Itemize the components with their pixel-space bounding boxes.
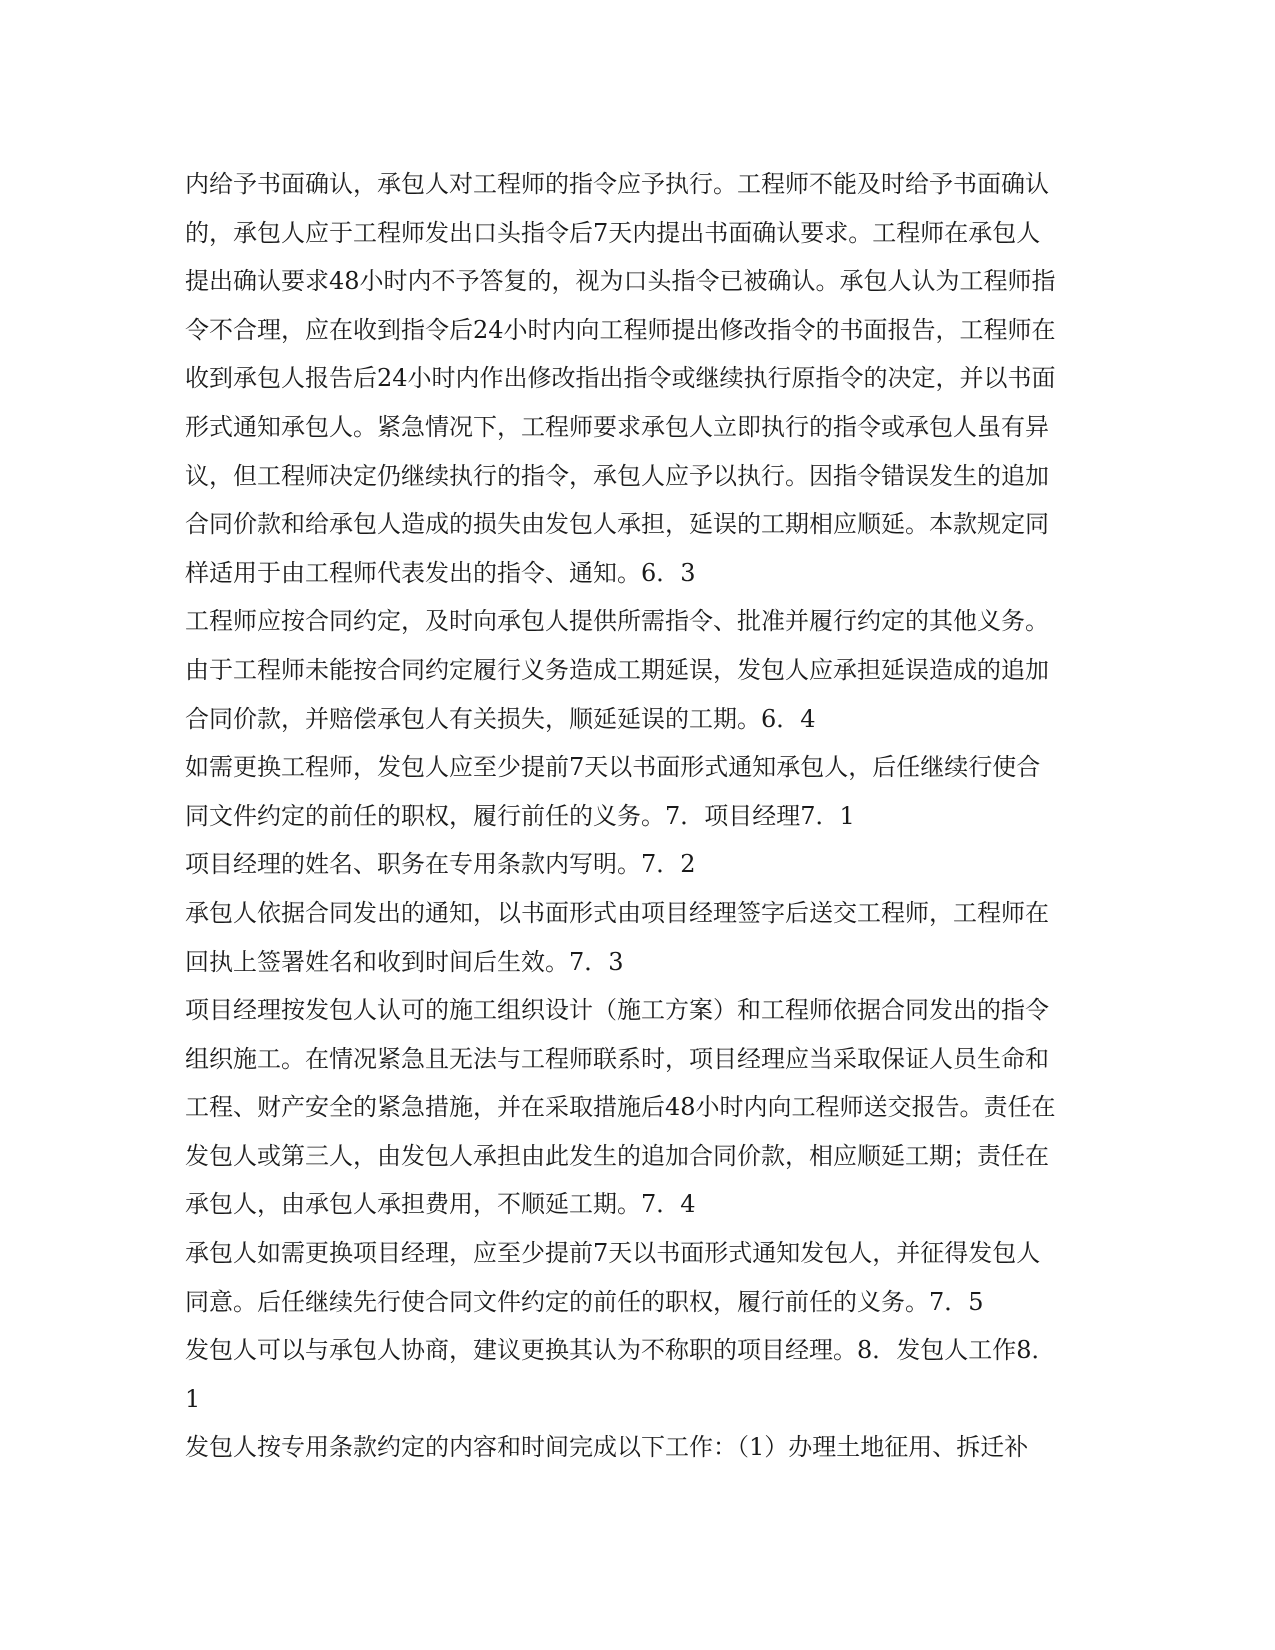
text-line: 议，但工程师决定仍继续执行的指令，承包人应予以执行。因指令错误发生的追加	[185, 461, 1049, 490]
text-line: 同文件约定的前任的职权，履行前任的义务。7．项目经理7．1	[185, 801, 855, 830]
document-body	[185, 160, 1085, 1472]
text-line: 的，承包人应于工程师发出口头指令后7天内提出书面确认要求。工程师在承包人	[185, 218, 1041, 247]
text-line: 提出确认要求48小时内不予答复的，视为口头指令已被确认。承包人认为工程师指	[185, 267, 1056, 296]
text-line: 项目经理按发包人认可的施工组织设计（施工方案）和工程师依据合同发出的指令	[185, 996, 1049, 1025]
text-line: 内给予书面确认，承包人对工程师的指令应予执行。工程师不能及时给予书面确认	[185, 170, 1049, 198]
text-line: 合同价款和给承包人造成的损失由发包人承担，延误的工期相应顺延。本款规定同	[185, 510, 1049, 539]
text-line: 项目经理的姓名、职务在专用条款内写明。7．2	[185, 850, 696, 879]
text-line: 样适用于由工程师代表发出的指令、通知。6．3	[185, 558, 696, 587]
text-line: 承包人如需更换项目经理，应至少提前7天以书面形式通知发包人，并征得发包人	[185, 1239, 1041, 1268]
text-line: 工程、财产安全的紧急措施，并在采取措施后48小时内向工程师送交报告。责任在	[185, 1093, 1056, 1122]
text-line: 收到承包人报告后24小时内作出修改指出指令或继续执行原指令的决定，并以书面	[185, 364, 1056, 393]
text-line: 工程师应按合同约定，及时向承包人提供所需指令、批准并履行约定的其他义务。	[185, 607, 1049, 636]
text-line: 回执上签署姓名和收到时间后生效。7．3	[185, 947, 624, 976]
text-line: 由于工程师未能按合同约定履行义务造成工期延误，发包人应承担延误造成的追加	[185, 655, 1049, 684]
text-line: 同意。后任继续先行使合同文件约定的前任的职权，履行前任的义务。7．5	[185, 1287, 984, 1316]
text-line: 承包人依据合同发出的通知，以书面形式由项目经理签字后送交工程师，工程师在	[185, 898, 1049, 927]
text-line: 承包人，由承包人承担费用，不顺延工期。7．4	[185, 1190, 696, 1219]
text-line: 发包人按专用条款约定的内容和时间完成以下工作：（1）办理土地征用、拆迁补	[185, 1433, 1029, 1462]
text-line: 形式通知承包人。紧急情况下，工程师要求承包人立即执行的指令或承包人虽有异	[185, 412, 1049, 441]
text-line: 合同价款，并赔偿承包人有关损失，顺延延误的工期。6．4	[185, 704, 816, 733]
text-line: 1	[185, 1384, 201, 1413]
text-line: 发包人或第三人，由发包人承担由此发生的追加合同价款，相应顺延工期；责任在	[185, 1141, 1049, 1170]
text-line: 令不合理，应在收到指令后24小时内向工程师提出修改指令的书面报告，工程师在	[185, 315, 1056, 344]
text-line: 如需更换工程师，发包人应至少提前7天以书面形式通知承包人，后任继续行使合	[185, 753, 1041, 782]
text-line: 组织施工。在情况紧急且无法与工程师联系时，项目经理应当采取保证人员生命和	[185, 1044, 1049, 1073]
text-line: 发包人可以与承包人协商，建议更换其认为不称职的项目经理。8．发包人工作8．	[185, 1336, 1056, 1365]
